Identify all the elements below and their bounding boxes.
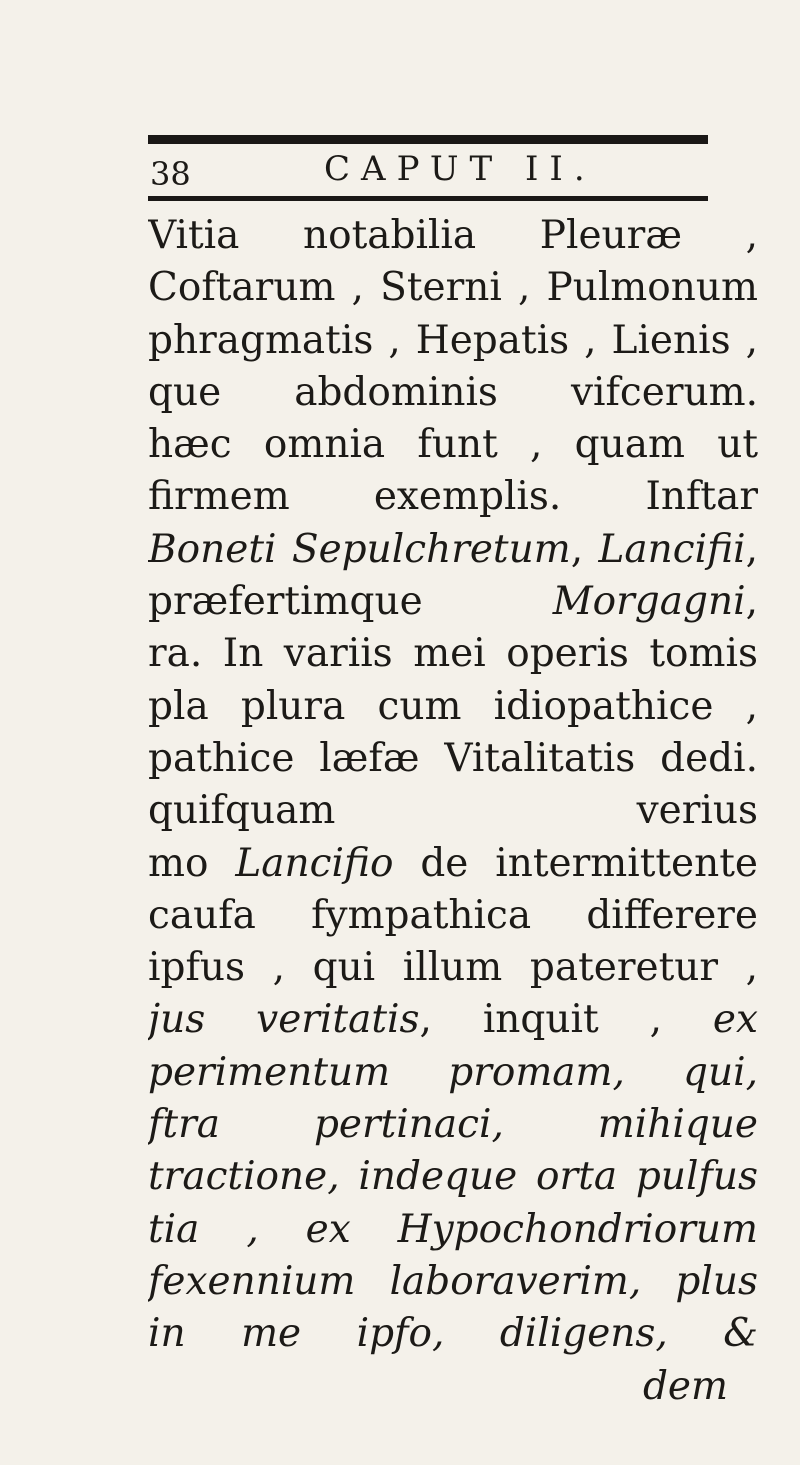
- catchword: dem: [642, 1363, 728, 1409]
- author-reference: Lancifio: [235, 840, 394, 886]
- text-line: caufa fympathica differere: [148, 892, 758, 938]
- author-reference: Lancifii: [598, 526, 746, 572]
- header-bottom-rule: [148, 196, 708, 201]
- text-line: ra. In variis mei operis tomis: [148, 631, 758, 677]
- text-line: jus veritatis, inquit , ex: [148, 997, 758, 1043]
- quotation-line: in me ipfo, diligens, &: [148, 1311, 758, 1357]
- text-line: quifquam verius: [148, 788, 758, 834]
- author-reference: Morgagni: [552, 579, 746, 625]
- running-head: CAPUT II.: [324, 149, 596, 189]
- quotation-line: ftra pertinaci, mihique: [148, 1102, 758, 1148]
- text-line: phragmatis , Hepatis , Lienis ,: [148, 317, 758, 363]
- text-line: Coftarum , Sterni , Pulmonum: [148, 265, 758, 311]
- quotation-line: perimentum promam, qui,: [148, 1049, 758, 1095]
- text-line: Vitia notabilia Pleuræ ,: [148, 213, 758, 258]
- text-line: hæc omnia funt , quam ut: [148, 422, 758, 468]
- page-number: 38: [150, 155, 191, 193]
- body-text: [148, 210, 758, 1413]
- text-line: Boneti Sepulchretum, Lancifii,: [148, 526, 758, 572]
- header-top-rule: [148, 135, 708, 144]
- text-line: pathice læfæ Vitalitatis dedi.: [148, 735, 758, 781]
- quotation-line: tia , ex Hypochondriorum: [148, 1206, 758, 1252]
- text-line: mo Lancifio de intermittente: [148, 840, 758, 886]
- text-line: ipfus , qui illum pateretur ,: [148, 945, 758, 991]
- text-line: firmem exemplis. Inftar: [148, 474, 758, 520]
- quotation-line: tractione, indeque orta pulfus: [148, 1154, 758, 1200]
- page-header: [148, 144, 708, 194]
- text-line: que abdominis vifcerum.: [148, 369, 758, 415]
- author-reference: Boneti Sepulchretum: [148, 526, 571, 572]
- text-line: præfertimque Morgagni,: [148, 579, 758, 625]
- quotation-line: fexennium laboraverim, plus: [148, 1258, 758, 1304]
- text-line: pla plura cum idiopathice ,: [148, 683, 758, 729]
